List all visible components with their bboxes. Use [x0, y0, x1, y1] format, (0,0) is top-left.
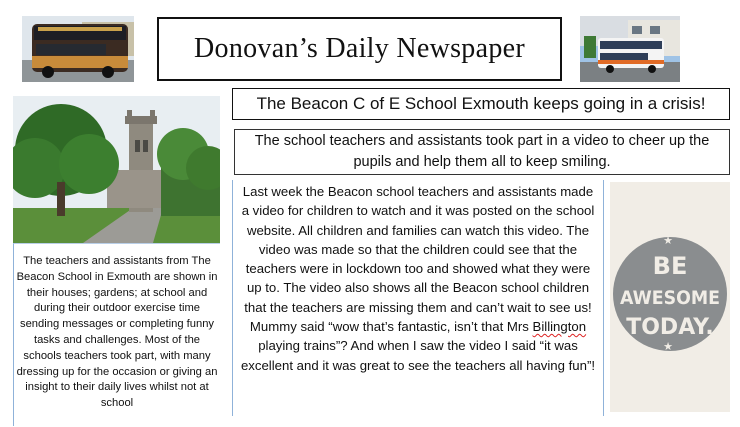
- church-photo: [13, 96, 220, 243]
- poster-line-2: AWESOME: [620, 287, 720, 309]
- subheadline: The school teachers and assistants took part in a video to cheer up the pupils and help them all to keep smiling.: [234, 129, 730, 175]
- poster-line-1: BE: [652, 252, 688, 280]
- photo-caption: The teachers and assistants from The Beacon School in Exmouth are shown in their houses; gardens; at school and during their outdoor exercise time sending messages or completing funny tasks and challenges. Most of the schools teachers took part, with many dressing up for the occasion or giving an insight to their daily lives whilst not at school: [13, 243, 220, 426]
- spellcheck-name: Billington: [532, 319, 587, 335]
- headline: The Beacon C of E School Exmouth keeps going in a crisis!: [232, 88, 730, 120]
- article-quote: [239, 317, 597, 375]
- quote-start: Mummy said “wow that’s fantastic, isn’t that Mrs: [249, 319, 533, 335]
- poster-line-3: TODAY.: [626, 315, 714, 340]
- masthead-title: Donovan’s Daily Newspaper: [157, 17, 562, 81]
- article-body: [232, 180, 604, 416]
- star-icon: ★: [663, 234, 673, 247]
- star-icon: ★: [663, 340, 673, 353]
- article-paragraph: Last week the Beacon school teachers and assistants made a video for children to watch and it was posted on the school website. All children and families can watch this video. The video was made so that the children could see that the teachers were in lockdown too and showed what they were up to. The video also shows all the Beacon school children that the teachers are missing them and can’t wait to see us!: [241, 184, 595, 315]
- bus-photo-right: [580, 16, 680, 82]
- quote-end: playing trains”? And when I saw the video I said “it was excellent and it was great to see the teachers all having fun”!: [240, 338, 596, 373]
- bus-photo-left: [22, 16, 134, 82]
- be-awesome-poster: [610, 182, 730, 412]
